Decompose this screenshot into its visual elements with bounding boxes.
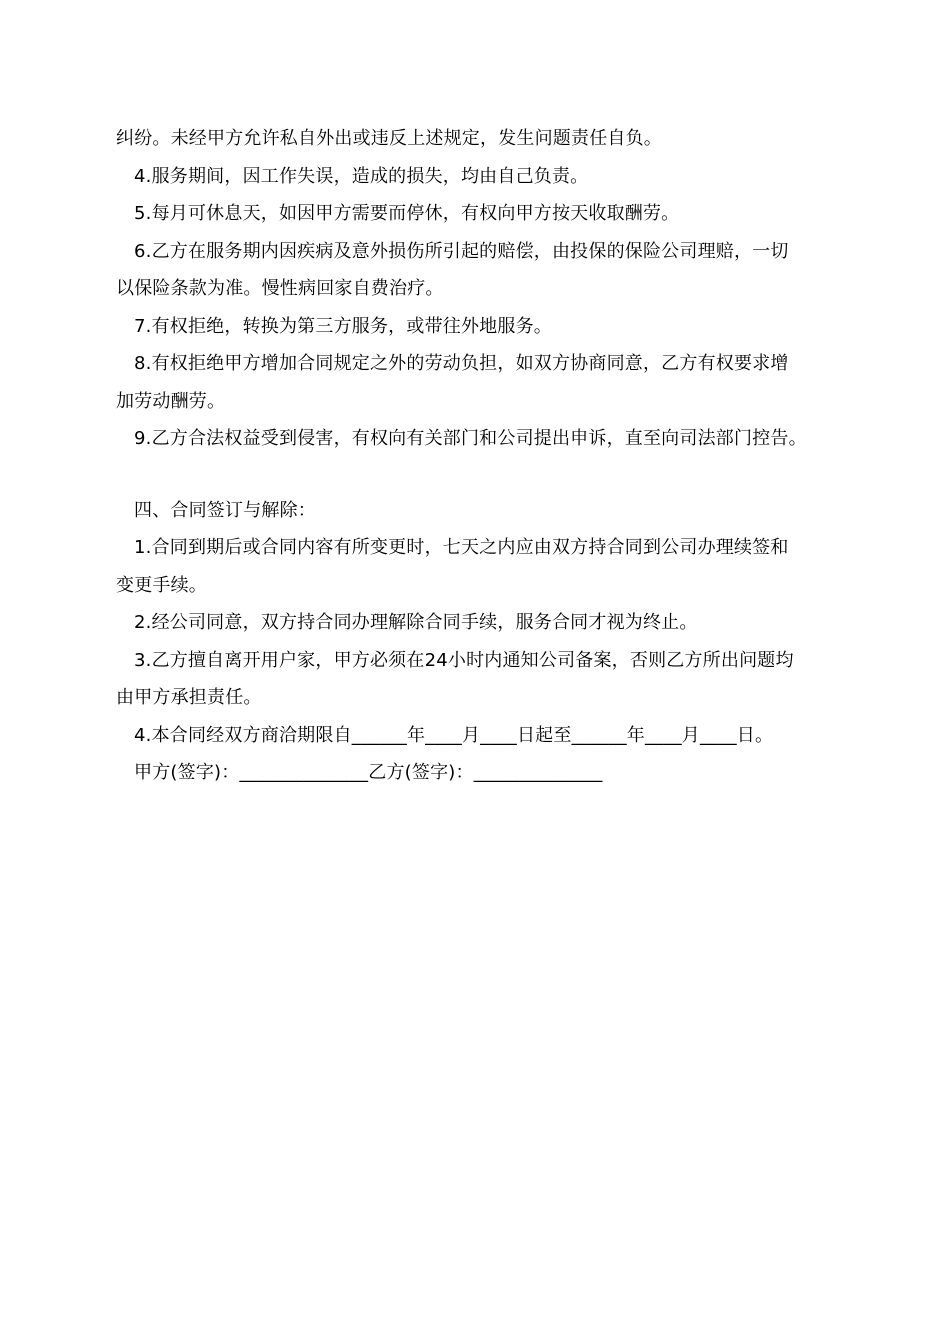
contract-body <box>116 124 844 796</box>
section-4-clause-1-continuation: 变更手续。 <box>116 574 207 596</box>
clause-5: 5.每月可休息天，如因甲方需要而停休，有权向甲方按天收取酬劳。 <box>134 203 680 224</box>
clause-8: 8.有权拒绝甲方增加合同规定之外的劳动负担，如双方协商同意，乙方有权要求增 <box>134 353 789 374</box>
paragraph-line-continuation: 纠纷。未经甲方允许私自外出或违反上述规定，发生问题责任自负。 <box>116 128 662 149</box>
clause-6-continuation: 以保险条款为准。慢性病回家自费治疗。 <box>116 278 444 299</box>
clause-8-continuation: 加劳动酬劳。 <box>116 390 226 412</box>
section-4-clause-2: 2.经公司同意，双方持合同办理解除合同手续，服务合同才视为终止。 <box>134 612 698 633</box>
clause-9: 9.乙方合法权益受到侵害，有权向有关部门和公司提出申诉，直至向司法部门控告。 <box>134 428 807 449</box>
section-4-clause-1: 1.合同到期后或合同内容有所变更时，七天之内应由双方持合同到公司办理续签和 <box>134 537 789 558</box>
section-4-heading: 四、合同签订与解除： <box>134 499 316 521</box>
clause-6: 6.乙方在服务期内因疾病及意外损伤所引起的赔偿，由投保的保险公司理赔，一切 <box>134 240 789 262</box>
section-spacer <box>116 462 844 496</box>
section-4-clause-3-continuation: 由甲方承担责任。 <box>116 687 262 708</box>
clause-4: 4.服务期间，因工作失误，造成的损失，均由自己负责。 <box>134 165 589 187</box>
signature-line: 甲方(签字)：______________乙方(签字)：______________ <box>134 762 603 783</box>
clause-7: 7.有权拒绝，转换为第三方服务，或带往外地服务。 <box>134 315 552 337</box>
section-4-clause-3: 3.乙方擅自离开用户家，甲方必须在24小时内通知公司备案，否则乙方所出问题均 <box>134 649 794 671</box>
section-4-clause-4: 4.本合同经双方商洽期限自______年____月____日起至______年____月____日。 <box>134 724 774 746</box>
